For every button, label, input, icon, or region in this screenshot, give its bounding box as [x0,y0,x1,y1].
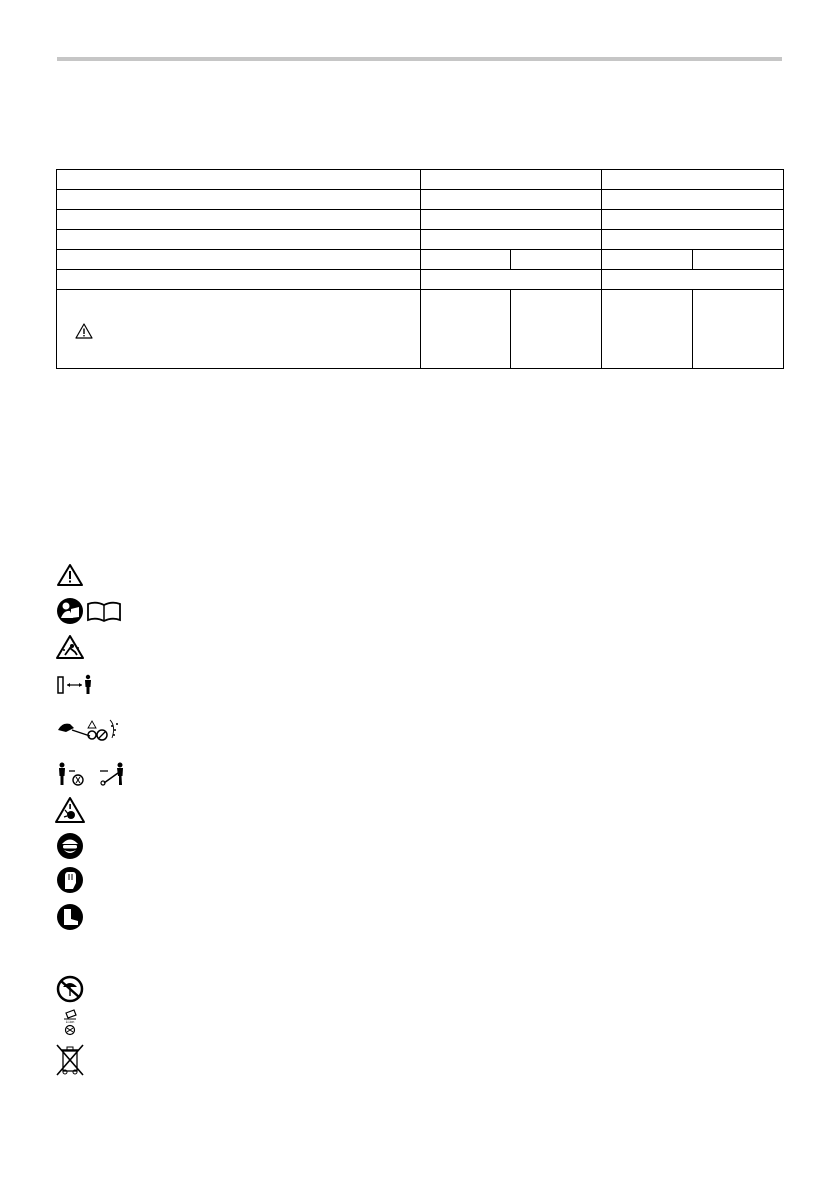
symbol-row [52,1007,88,1037]
no-rain-exposure-icon [52,975,88,1003]
thrown-objects-icon [52,716,128,742]
symbol-row [52,596,128,626]
table-row [57,290,784,369]
table-row [57,230,784,250]
keep-distance-icon [52,673,96,697]
symbol-row [52,761,132,787]
table-cell [421,170,602,190]
table-cell [693,290,784,369]
svg-text:Li-ion: Li-ion [65,1020,75,1024]
symbol-row [52,673,96,697]
table-cell-label [57,270,421,290]
table-cell [602,190,784,210]
flying-debris-warning-icon [52,634,88,660]
symbol-row [52,563,88,587]
table-cell [511,290,602,369]
symbol-row [52,1043,88,1077]
table-row [57,170,784,190]
table-cell [421,230,602,250]
table-row [57,210,784,230]
table-row [57,270,784,290]
wear-boots-icon [52,902,88,932]
table-cell [421,290,511,369]
symbol-row [52,832,88,860]
table-cell-label [57,190,421,210]
wear-gloves-icon [52,866,88,894]
table-cell [421,190,602,210]
table-cell [421,270,602,290]
rotating-blade-warning-icon [52,796,88,824]
table-row [57,250,784,270]
specification-table [56,169,784,369]
table-cell [602,210,784,230]
table-cell [511,250,602,270]
table-cell-label [57,170,421,190]
symbol-row [52,634,88,660]
table-cell-label [57,250,421,270]
table-cell [421,250,511,270]
battery-recycle-icon [52,1007,88,1037]
table-cell [693,250,784,270]
symbol-row [52,902,88,932]
table-row [57,190,784,210]
symbol-row [52,866,88,894]
read-manual-icon [52,596,128,626]
warning-triangle-icon [52,563,88,587]
helmet-goggles-ear-protection-icon [52,832,88,860]
symbol-row [52,796,88,824]
table-cell-label [57,290,421,369]
table-cell [602,250,693,270]
table-cell-label [57,210,421,230]
table-cell [421,210,602,230]
table-cell [602,270,784,290]
bystanders-away-icon [52,761,132,787]
symbol-row [52,975,88,1003]
table-cell [602,170,784,190]
header-rule [57,57,782,61]
crossed-out-bin-icon [52,1043,88,1077]
table-cell [602,230,784,250]
symbol-row [52,716,128,742]
warning-triangle-icon [75,323,93,339]
table-cell [602,290,693,369]
table-cell-label [57,230,421,250]
